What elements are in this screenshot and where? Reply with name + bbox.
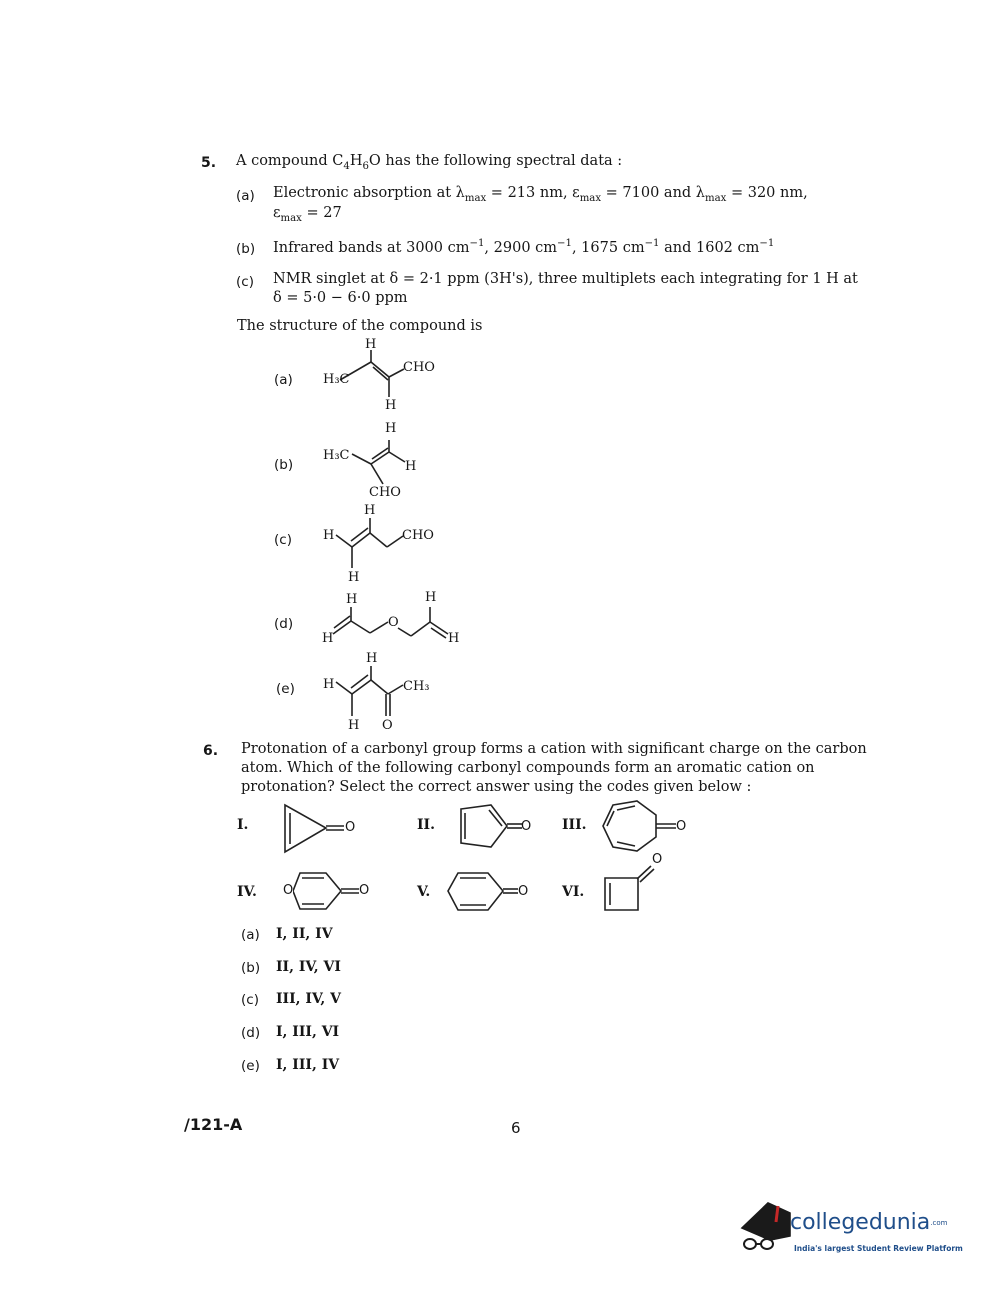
compound-v-label: V. bbox=[417, 884, 431, 900]
answer-b-label: (b) bbox=[241, 960, 261, 976]
q5-b-h3c: H₃C bbox=[323, 448, 350, 463]
compound-i-label: I. bbox=[237, 817, 249, 833]
answer-a-text: I, II, IV bbox=[276, 926, 333, 942]
q5-lead-text: The structure of the compound is bbox=[237, 318, 483, 334]
q5-data-c-text: NMR singlet at δ = 2·1 ppm (3H's), three multiplets each integrating for 1 H at bbox=[273, 271, 858, 287]
answer-b-text: II, IV, VI bbox=[276, 959, 341, 975]
q5-d-h-left: H bbox=[322, 631, 334, 646]
compound-ii-label: II. bbox=[417, 817, 435, 833]
q5-c-h-top: H bbox=[364, 503, 376, 518]
q5-data-b-text: Infrared bands at 3000 $cm^{-1}$, 2900 $cm^{-1}$, 1675 $cm^{-1}$ and 1602 $cm^{-1}$ bbox=[273, 238, 775, 256]
q5-e-o: O bbox=[382, 718, 393, 733]
compound-iv-oxygen-right: O bbox=[359, 883, 370, 898]
question-6-number: 6. bbox=[203, 743, 219, 759]
q5-e-h-bottom: H bbox=[348, 718, 360, 733]
q5-a-cho: CHO bbox=[403, 360, 435, 375]
q5-d-h-top-right: H bbox=[425, 590, 437, 605]
q5-data-c-label: (c) bbox=[236, 274, 254, 290]
collegedunia-logo-text: collegedunia.com bbox=[790, 1210, 948, 1235]
q5-c-h-left: H bbox=[323, 528, 335, 543]
q5-b-h-right: H bbox=[405, 459, 417, 474]
q5-c-cho: CHO bbox=[402, 528, 434, 543]
answer-c-label: (c) bbox=[241, 992, 259, 1008]
compound-vi-oxygen: O bbox=[652, 852, 663, 867]
q5-d-h-top-left: H bbox=[346, 592, 358, 607]
paper-code: /121-A bbox=[184, 1115, 243, 1134]
q5-option-d-label: (d) bbox=[274, 616, 294, 632]
q5-option-a-label: (a) bbox=[274, 372, 293, 388]
q5-b-h-top: H bbox=[385, 421, 397, 436]
compound-iii-label: III. bbox=[562, 817, 587, 833]
answer-a-label: (a) bbox=[241, 927, 260, 943]
compound-vi-label: VI. bbox=[562, 884, 585, 900]
question-6-line-1: Protonation of a carbonyl group forms a cation with significant charge on the carbon bbox=[241, 741, 867, 757]
answer-c-text: III, IV, V bbox=[276, 991, 341, 1007]
compound-i-oxygen: O bbox=[345, 820, 356, 835]
compound-iii-oxygen: O bbox=[676, 819, 687, 834]
compound-ii-oxygen: O bbox=[521, 819, 532, 834]
q5-e-h-top: H bbox=[366, 651, 378, 666]
question-6-line-3: protonation? Select the correct answer using the codes given below : bbox=[241, 779, 752, 795]
q5-d-o: O bbox=[388, 615, 399, 630]
question-5-stem: A compound $C_4H_6O$ has the following spectral data : bbox=[236, 153, 623, 172]
q5-data-a-continuation: $\varepsilon_{max} = 27$ bbox=[273, 205, 342, 224]
page-number: 6 bbox=[511, 1119, 521, 1137]
q5-e-ch3: CH₃ bbox=[403, 679, 430, 694]
compound-iv-oxygen-left: O bbox=[283, 883, 294, 898]
answer-e-text: I, III, IV bbox=[276, 1057, 340, 1073]
q5-option-e-label: (e) bbox=[276, 681, 295, 697]
answer-e-label: (e) bbox=[241, 1058, 260, 1074]
answer-d-label: (d) bbox=[241, 1025, 261, 1041]
q5-option-c-label: (c) bbox=[274, 532, 292, 548]
compound-v-oxygen: O bbox=[518, 884, 529, 899]
q5-option-b-label: (b) bbox=[274, 457, 294, 473]
q5-c-h-bottom: H bbox=[348, 570, 360, 585]
q5-a-h-top: H bbox=[365, 337, 377, 352]
collegedunia-tagline: India's largest Student Review Platform bbox=[794, 1244, 963, 1253]
q5-a-h3c: H₃C bbox=[323, 372, 350, 387]
q5-a-h-bottom: H bbox=[385, 398, 397, 413]
answer-d-text: I, III, VI bbox=[276, 1024, 340, 1040]
q5-d-h-right: H bbox=[448, 631, 460, 646]
q5-data-c-text-2: δ = 5·0 − 6·0 ppm bbox=[273, 290, 408, 306]
q5-b-cho: CHO bbox=[369, 485, 401, 500]
q5-data-a-label: (a) bbox=[236, 188, 255, 204]
question-5-number: 5. bbox=[201, 155, 217, 171]
q5-e-h-left: H bbox=[323, 677, 335, 692]
question-6-line-2: atom. Which of the following carbonyl compounds form an aromatic cation on bbox=[241, 760, 815, 776]
q5-data-b-label: (b) bbox=[236, 241, 256, 257]
compound-iv-label: IV. bbox=[237, 884, 257, 900]
q5-data-a-text: Electronic absorption at $\lambda_{max} = 213$ nm, $\varepsilon_{max} = 7100$ and $\lambda_{max} = 320$ nm, bbox=[273, 185, 808, 204]
